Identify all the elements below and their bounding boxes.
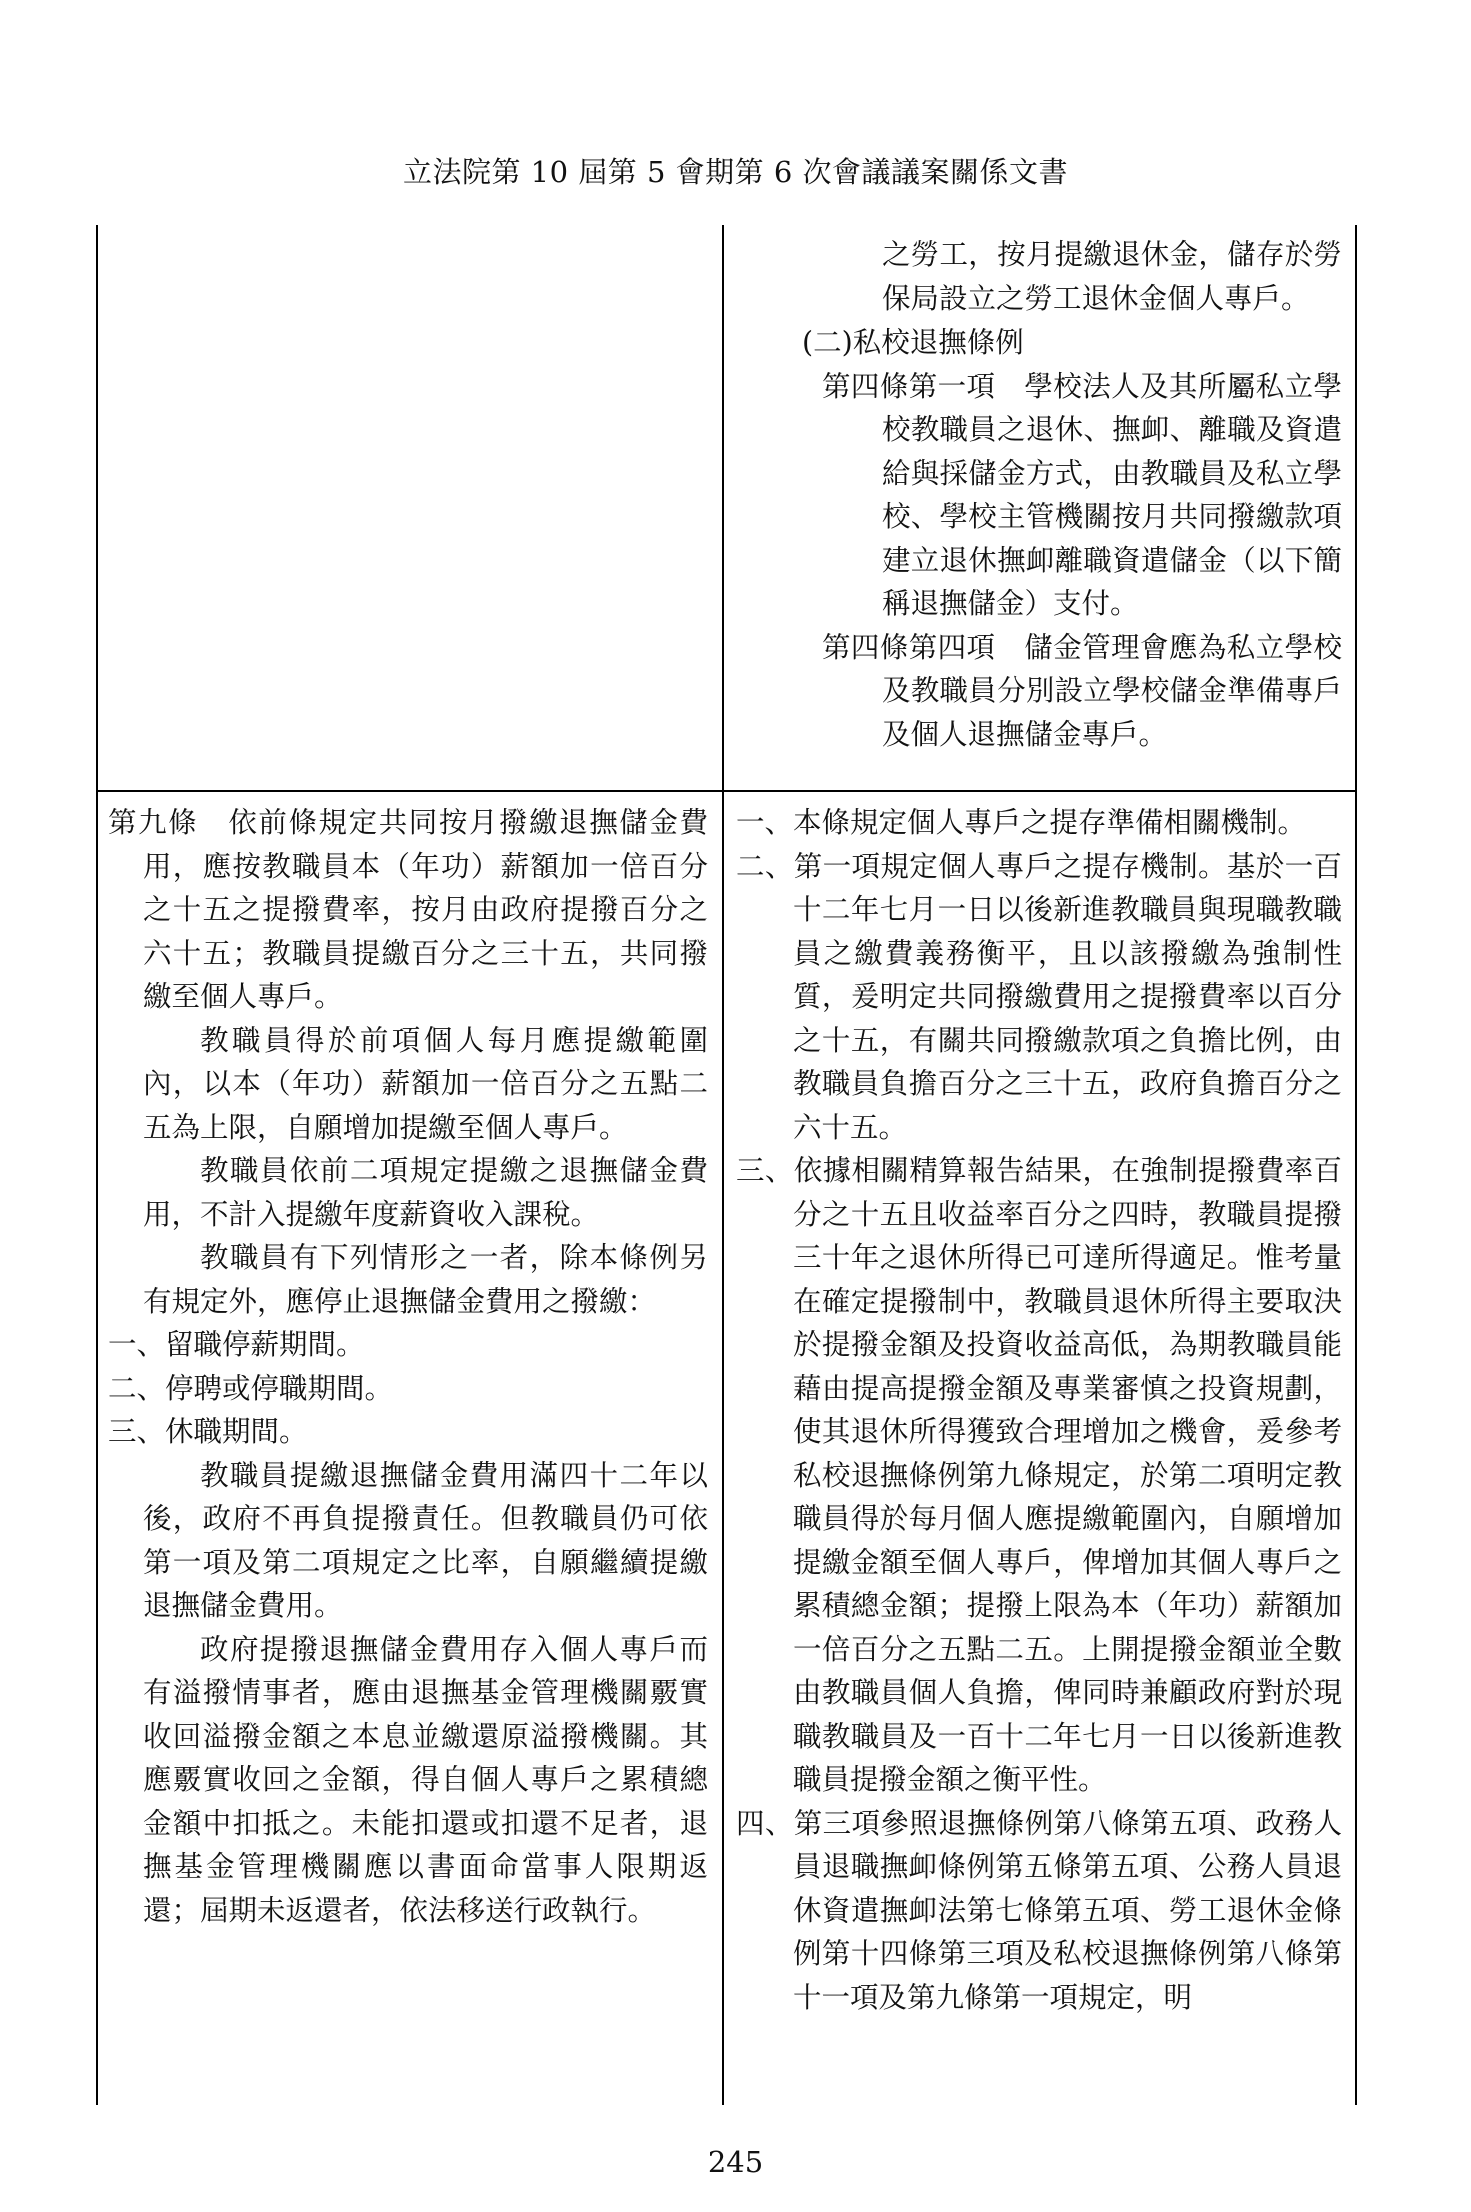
continuation-text: 之勞工，按月提繳退休金，儲存於勞保局設立之勞工退休金個人專戶。: [882, 238, 1342, 315]
list-item: 三、休職期間。: [108, 1415, 308, 1448]
article-9-para-1: 第九條 依前條規定共同按月撥繳退撫儲金費用，應按教職員本（年功）薪額加一倍百分之十五之提撥費率，按月由政府提撥百分之六十五；教職員提繳百分之三十五，共同撥繳至個人專戶。: [108, 806, 708, 1013]
article-9-para-4: 教職員有下列情形之一者，除本條例另有規定外，應停止退撫儲金費用之撥繳：: [143, 1241, 708, 1318]
comparison-table: [96, 225, 1357, 2105]
article-text-cell: [108, 801, 708, 1932]
top-right-cell: [742, 233, 1342, 756]
table-row-divider: [96, 790, 1357, 792]
table-column-divider: [722, 225, 724, 2105]
section-heading: (二)私校退撫條例: [802, 326, 1024, 359]
explanation-item-3: 三、依據相關精算報告結果，在強制提撥費率百分之十五且收益率百分之四時，教職員提撥三十年之退休所得已可達所得適足。惟考量在確定提撥制中，教職員退休所得主要取決於提撥金額及投資收益高低，為期教職員能藉由提高提撥金額及專業審慎之投資規劃，使其退休所得獲致合理增加之機會，爰參考私校退撫條例第九條規定，於第二項明定教職員得於每月個人應提繳範圍內，自願增加提繳金額至個人專戶，俾增加其個人專戶之累積總金額；提撥上限為本（年功）薪額加一倍百分之五點二五。上開提撥金額並全數由教職員個人負擔，俾同時兼顧政府對於現職教職員及一百十二年七月一日以後新進教職員提撥金額之衡平性。: [736, 1154, 1342, 1796]
clause-4-1: 第四條第一項 學校法人及其所屬私立學校教職員之退休、撫卹、離職及資遣給與採儲金方式，由教職員及私立學校、學校主管機關按月共同撥繳款項建立退休撫卹離職資遣儲金（以下簡稱退撫儲金）支付。: [822, 369, 1342, 620]
explanation-item-4: 四、第三項參照退撫條例第八條第五項、政務人員退職撫卹條例第五條第五項、公務人員退休資遣撫卹法第七條第五項、勞工退休金條例第十四條第三項及私校退撫條例第八條第十一項及第九條第一項規定，明: [736, 1806, 1342, 2014]
explanation-item-2: 二、第一項規定個人專戶之提存機制。基於一百十二年七月一日以後新進教職員與現職教職員之繳費義務衡平，且以該撥繳為強制性質，爰明定共同撥繳費用之提撥費率以百分之十五，有關共同撥繳款項之負擔比例，由教職員負擔百分之三十五，政府負擔百分之六十五。: [736, 849, 1342, 1144]
article-9-para-3: 教職員依前二項規定提繳之退撫儲金費用，不計入提繳年度薪資收入課稅。: [143, 1154, 708, 1231]
article-9-para-5: 教職員提繳退撫儲金費用滿四十二年以後，政府不再負提撥責任。但教職員仍可依第一項及第二項規定之比率，自願繼續提繳退撫儲金費用。: [143, 1458, 708, 1622]
list-item: 一、留職停薪期間。: [108, 1328, 365, 1361]
explanation-item-1: 一、本條規定個人專戶之提存準備相關機制。: [736, 806, 1307, 839]
article-9-para-2: 教職員得於前項個人每月應提繳範圍內，以本（年功）薪額加一倍百分之五點二五為上限，自願增加提繳至個人專戶。: [143, 1023, 708, 1144]
explanation-cell: [736, 801, 1342, 2019]
page-header: 立法院第 10 屆第 5 會期第 6 次會議議案關係文書: [402, 155, 1069, 189]
clause-4-4: 第四條第四項 儲金管理會應為私立學校及教職員分別設立學校儲金準備專戶及個人退撫儲金專戶。: [822, 630, 1342, 751]
page-number: 245: [707, 2145, 764, 2179]
table-right-border: [1355, 225, 1357, 2105]
list-item: 二、停聘或停職期間。: [108, 1371, 394, 1405]
article-9-para-6: 政府提撥退撫儲金費用存入個人專戶而有溢撥情事者，應由退撫基金管理機關覈實收回溢撥金額之本息並繳還原溢撥機關。其應覈實收回之金額，得自個人專戶之累積總金額中扣抵之。未能扣還或扣還不足者，退撫基金管理機關應以書面命當事人限期返還；屆期未返還者，依法移送行政執行。: [143, 1632, 708, 1927]
table-left-border: [96, 225, 98, 2105]
